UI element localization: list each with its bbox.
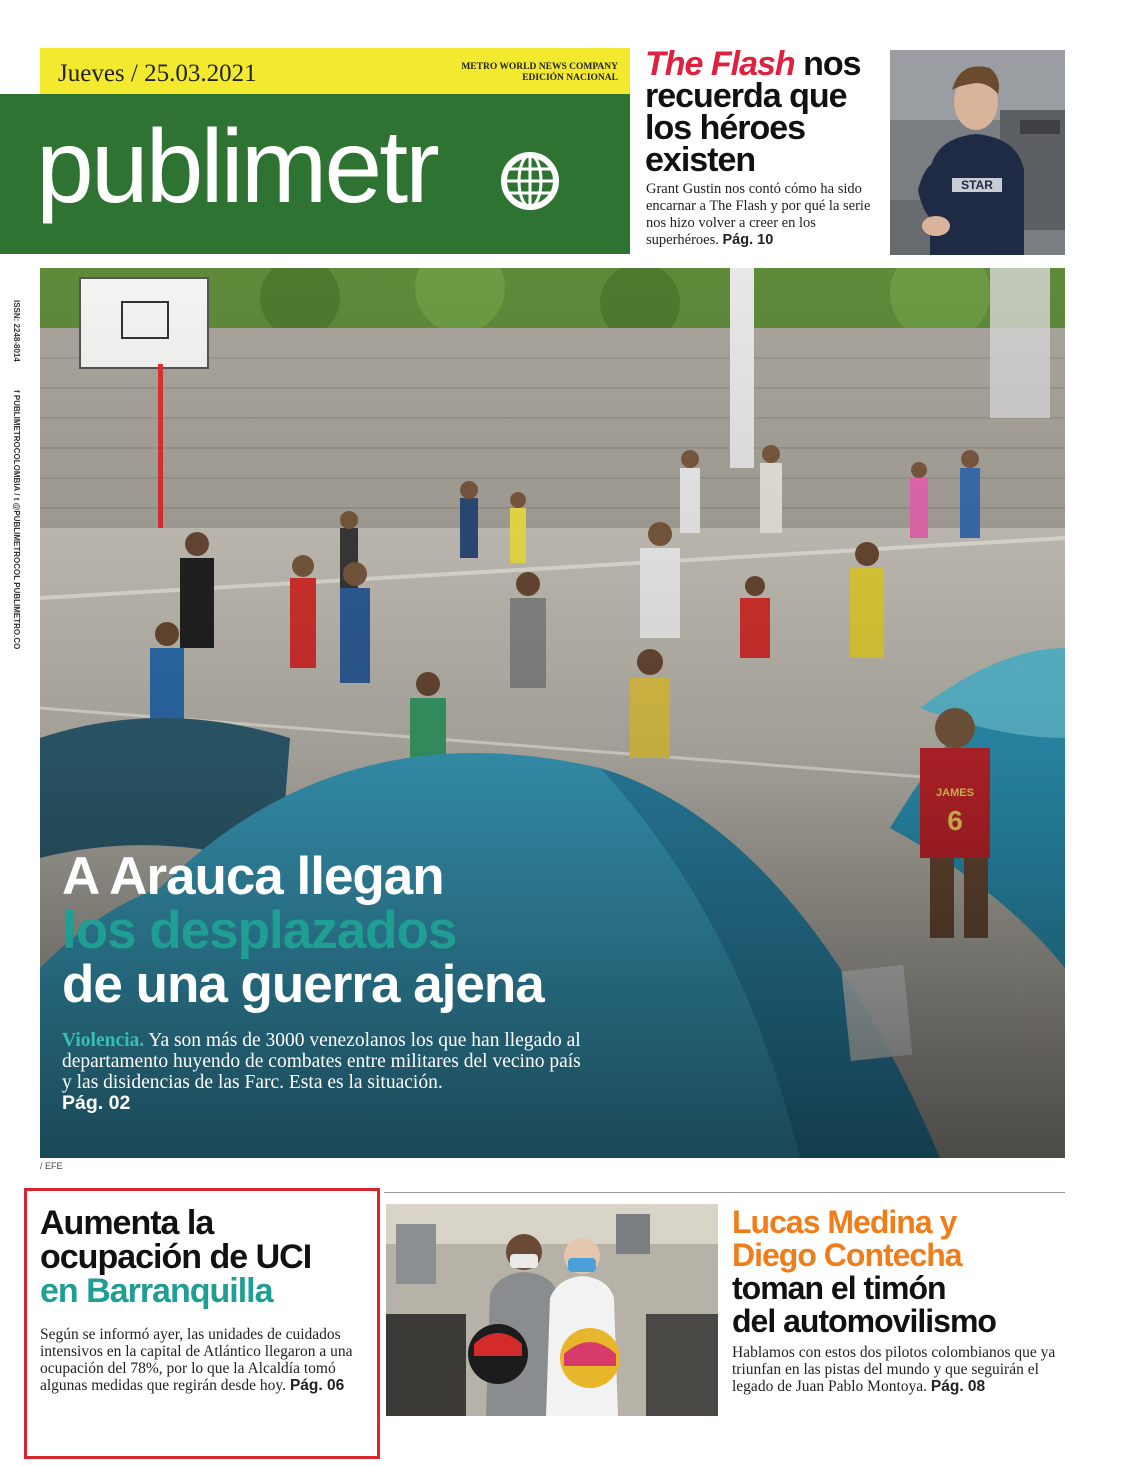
main-headline-line1: A Arauca llegan: [62, 847, 444, 906]
uci-headline-line3: en Barranquilla: [40, 1272, 273, 1310]
auto-story-photo[interactable]: [386, 1204, 718, 1416]
auto-headline[interactable]: [732, 1206, 1062, 1338]
main-summary: [62, 1030, 592, 1114]
auto-summary-text: Hablamos con estos dos pilotos colombianos que ya triunfan en las pistas del mundo y que seguirán el legado de Juan Pablo Montoya.: [732, 1344, 1056, 1395]
social-handles: f PUBLIMETROCOLOMBIA / t @PUBLIMETROCOL PUBLIMETRO.CO: [12, 390, 21, 650]
flash-page-ref[interactable]: Pág. 10: [722, 232, 774, 248]
star-labs-logo: STAR: [961, 178, 993, 192]
globe-logo-icon: [500, 151, 560, 211]
date-band: [40, 48, 630, 94]
uci-page-ref[interactable]: Pág. 06: [289, 1377, 345, 1394]
photo-credit: / EFE: [40, 1161, 63, 1171]
main-story-photo[interactable]: [40, 268, 1065, 1158]
company-name: METRO WORLD NEWS COMPANY: [461, 62, 618, 72]
main-summary-text: Ya son más de 3000 venezolanos los que han llegado al departamento huyendo de combates entre militares del vecino país y las disidencias de las Farc. Esta es la situación.: [62, 1030, 581, 1093]
auto-headline-line3: toman el timón: [732, 1270, 946, 1306]
auto-headline-line4: del automovilismo: [732, 1303, 996, 1339]
flash-summary: [646, 181, 886, 249]
auto-headline-line1: Lucas Medina y: [732, 1204, 957, 1240]
uci-headline-line1: Aumenta la: [40, 1204, 214, 1242]
flash-summary-text: Grant Gustin nos contó cómo ha sido encarnar a The Flash y por qué la serie nos hizo volver a creer en los superhéroes.: [646, 181, 871, 248]
uci-headline-line2: ocupación de UCI: [40, 1238, 312, 1276]
section-divider: [384, 1192, 1065, 1193]
main-headline-line2: los desplazados: [62, 901, 457, 960]
uci-summary: [40, 1326, 376, 1394]
arauca-refugee-camp-photo: [40, 268, 1065, 1158]
flash-headline-rest: nos recuerda que los héroes existen: [645, 45, 861, 179]
edition-date: Jueves / 25.03.2021: [58, 60, 257, 87]
issn-number: ISSN: 2248-8014: [12, 300, 21, 362]
grant-gustin-photo: [890, 50, 1065, 255]
flash-photo[interactable]: [890, 50, 1065, 255]
uci-summary-text: Según se informó ayer, las unidades de cuidados intensivos en la capital de Atlántico llegaron a una ocupación del 78%, por lo que la Alcaldía tomó algunas medidas que regirán desde hoy.: [40, 1326, 353, 1394]
publimetro-logo: publimetr: [36, 109, 437, 225]
edition-label: EDICIÓN NACIONAL: [522, 73, 618, 83]
main-kicker: Violencia.: [62, 1030, 145, 1051]
uci-headline[interactable]: [40, 1206, 380, 1308]
main-headline-line3: de una guerra ajena: [62, 955, 544, 1014]
company-info: [461, 62, 618, 84]
main-page-ref[interactable]: Pág. 02: [62, 1092, 131, 1114]
auto-summary: [732, 1344, 1062, 1395]
auto-page-ref[interactable]: Pág. 08: [930, 1378, 986, 1395]
auto-headline-line2: Diego Contecha: [732, 1237, 962, 1273]
main-headline[interactable]: [62, 847, 762, 1014]
flash-headline[interactable]: [645, 45, 890, 179]
side-meta-strip: [2, 270, 32, 1160]
pilots-photo: [386, 1204, 718, 1416]
flash-headline-highlight: The Flash: [645, 45, 795, 83]
